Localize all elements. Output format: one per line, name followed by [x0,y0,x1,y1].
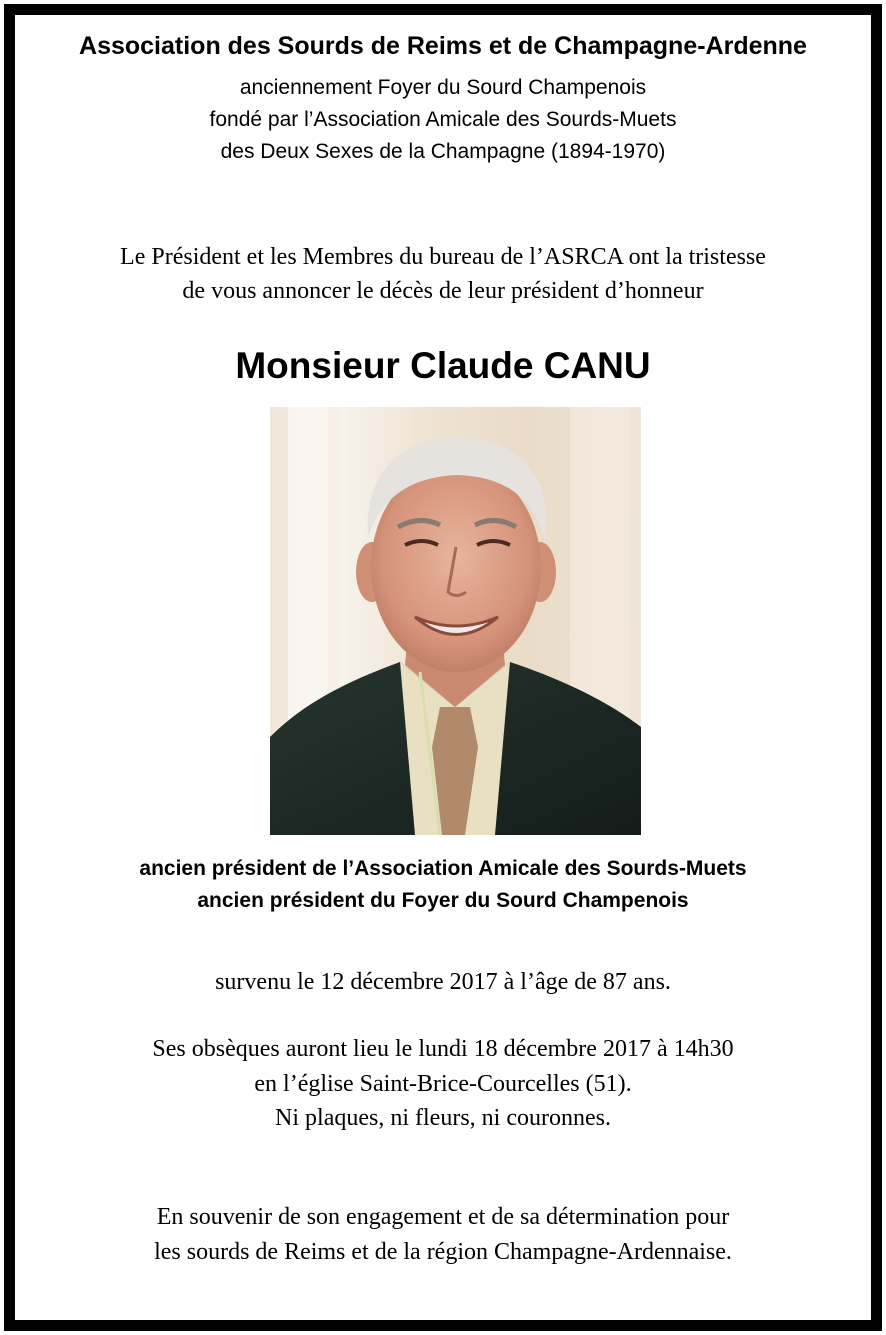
header-line-founder: fondé par l’Association Amicale des Sourds-Muets [209,108,677,131]
association-title: Association des Sourds de Reims et de Champagne-Ardenne [79,32,807,60]
portrait-illustration [270,407,641,835]
death-notice: survenu le 12 décembre 2017 à l’âge de 87 ans. [215,969,671,995]
funeral-line-1: Ses obsèques auront lieu le lundi 18 décembre 2017 à 14h30 [152,1036,734,1062]
portrait-photo [270,407,641,835]
funeral-line-3: Ni plaques, ni fleurs, ni couronnes. [275,1105,611,1131]
funeral-line-2: en l’église Saint-Brice-Courcelles (51). [254,1071,632,1097]
notice-frame [4,4,882,1331]
header-line-former-name: anciennement Foyer du Sourd Champenois [239,76,647,99]
tribute-line-2: les sourds de Reims et de la région Champagne-Ardennaise. [154,1239,732,1265]
deceased-name: Monsieur Claude CANU [235,345,651,386]
announcement-line-1: Le Président et les Membres du bureau de l’ASRCA ont la tristesse [120,244,766,270]
tribute-line-1: En souvenir de son engagement et de sa détermination pour [156,1204,730,1230]
role-line-2: ancien président du Foyer du Sourd Champenois [197,889,689,912]
role-line-1: ancien président de l’Association Amicale des Sourds-Muets [139,857,747,880]
announcement-line-2: de vous annoncer le décès de leur président d’honneur [182,278,704,304]
header-line-dates: des Deux Sexes de la Champagne (1894-1970) [220,140,666,163]
